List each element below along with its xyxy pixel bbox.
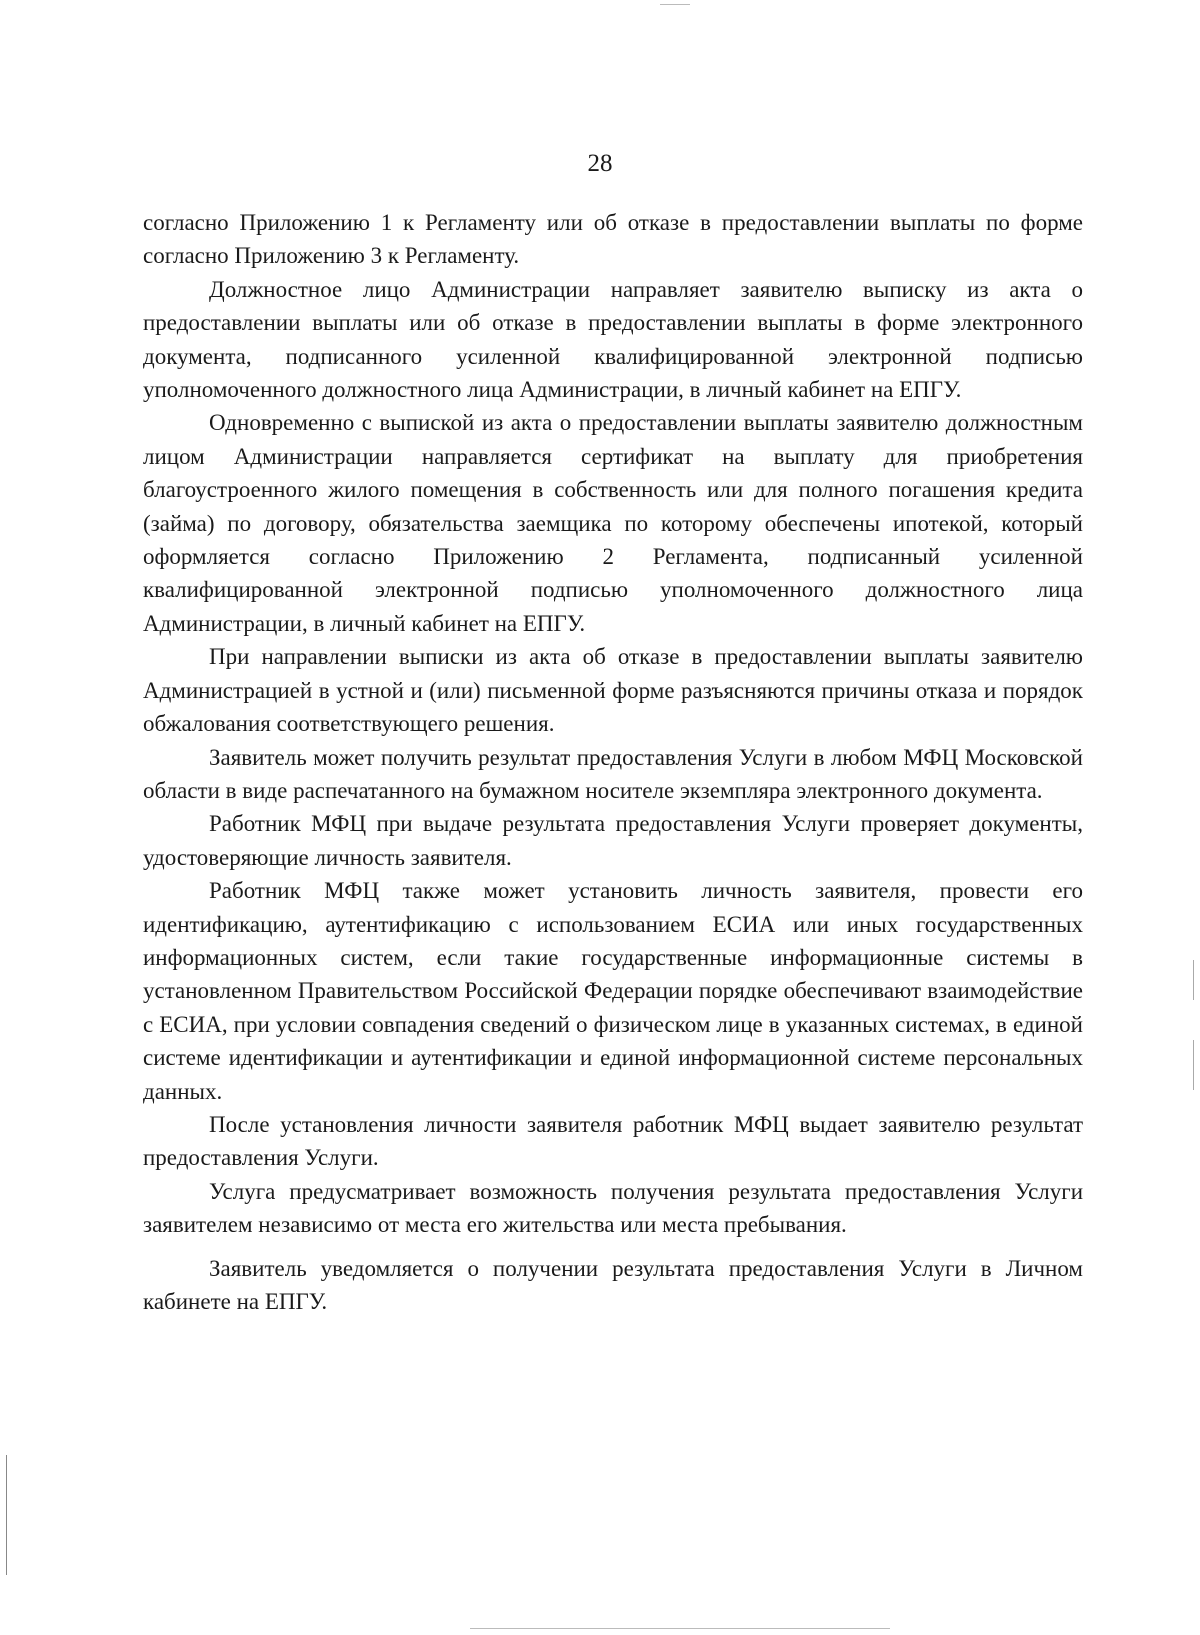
paragraph-8: После установления личности заявителя работник МФЦ выдает заявителю результат предоставления Услуги. (143, 1111, 1083, 1171)
paragraph-9: Услуга предусматривает возможность получения результата предоставления Услуги заявителем независимо от места его жительства или места пребывания. (143, 1178, 1083, 1238)
paragraph-7: Работник МФЦ также может установить личность заявителя, провести его идентификацию, аутентификацию с использованием ЕСИА или иных государственных информационных систем, если такие государственные информационные системы в установленном Правительством Российской Федерации порядке обеспечивают взаимодействие с ЕСИА, при условии совпадения сведений о физическом лице в указанных системах, в единой системе идентификации и аутентификации и единой информационной системе персональных данных. (143, 878, 1083, 1104)
scan-artifact (470, 1628, 890, 1629)
paragraph-1: согласно Приложению 1 к Регламенту или об отказе в предоставлении выплаты по форме согласно Приложению 3 к Регламенту. (143, 210, 1083, 269)
paragraph-6: Работник МФЦ при выдаче результата предоставления Услуги проверяет документы, удостоверяющие личность заявителя. (143, 811, 1083, 870)
scan-artifact (6, 1455, 7, 1575)
scan-artifact (1193, 960, 1194, 1000)
paragraph-10: Заявитель уведомляется о получении результата предоставления Услуги в Личном кабинете на ЕПГУ. (143, 1255, 1083, 1314)
paragraph-5: Заявитель может получить результат предоставления Услуги в любом МФЦ Московской области в виде распечатанного на бумажном носителе экземпляра электронного документа. (143, 744, 1083, 803)
document-body (143, 206, 1083, 1318)
paragraph-2: Должностное лицо Администрации направляет заявителю выписку из акта о предоставлении выплаты или об отказе в предоставлении выплаты в форме электронного документа, подписанного усиленной квалифицированной электронной подписью уполномоченного должностного лица Администрации, в личный кабинет на ЕПГУ. (143, 276, 1083, 403)
scan-artifact (1193, 1040, 1194, 1090)
page-number: 28 (587, 150, 613, 177)
paragraph-4: При направлении выписки из акта об отказе в предоставлении выплаты заявителю Администрацией в устной и (или) письменной форме разъясняются причины отказа и порядок обжалования соответствующего решения. (143, 644, 1083, 737)
paragraph-3: Одновременно с выпиской из акта о предоставлении выплаты заявителю должностным лицом Администрации направляется сертификат на выплату для приобретения благоустроенного жилого помещения в собственность или для полного погашения кредита (займа) по договору, обязательства заемщика по которому обеспечены ипотекой, который оформляется согласно Приложению 2 Регламента, подписанный усиленной квалифицированной электронной подписью уполномоченного должностного лица Администрации, в личный кабинет на ЕПГУ. (143, 410, 1083, 636)
scan-artifact (660, 4, 690, 5)
